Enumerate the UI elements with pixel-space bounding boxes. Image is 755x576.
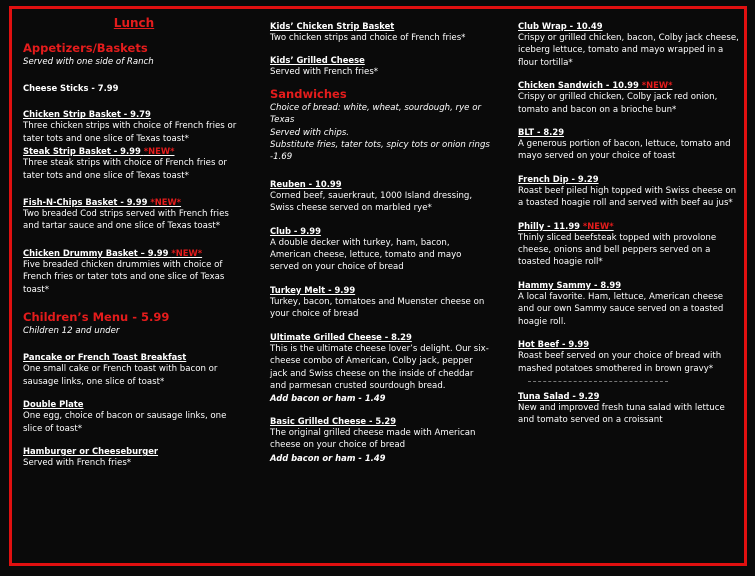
new-badge: *NEW* — [150, 197, 182, 208]
menu-item — [23, 351, 245, 388]
menu-column-2 — [270, 16, 492, 464]
item-desc: Two breaded Cod strips served with French fries and tartar sauce and one slice of Texas toast* — [23, 209, 229, 232]
sandwiches-note-substitute: Substitute fries, tater tots, spicy tots or onion rings -1.69 — [270, 140, 490, 163]
item-desc: A generous portion of bacon, lettuce, tomato and mayo served on your choice of toast — [518, 139, 731, 162]
item-name: Hamburger or Cheeseburger — [23, 446, 159, 457]
new-badge: *NEW* — [143, 146, 175, 157]
item-name — [23, 247, 245, 259]
item-desc: Two chicken strips and choice of French fries* — [270, 33, 466, 43]
item-name — [23, 145, 245, 157]
item-name: Reuben - 10.99 — [270, 178, 342, 189]
menu-item — [518, 20, 740, 69]
menu-item — [270, 178, 492, 215]
item-name: Tuna Salad - 9.29 — [518, 390, 600, 401]
new-badge: *NEW* — [171, 247, 203, 258]
item-name-text: Steak Strip Basket - 9.99 — [23, 146, 141, 157]
item-desc: Crispy or grilled chicken, Colby jack red onion, tomato and bacon on a brioche bun* — [518, 92, 718, 115]
sandwiches-note-bread: Choice of bread: white, wheat, sourdough, rye or Texas — [270, 102, 481, 126]
item-desc: Thinly sliced beefsteak topped with provolone cheese, onions and bell peppers served on a toasted hoagie roll* — [518, 232, 717, 268]
item-name: Ultimate Grilled Cheese - 8.29 — [270, 331, 412, 342]
item-desc: Served with French fries* — [270, 67, 379, 78]
item-name: BLT - 8.29 — [518, 127, 565, 138]
item-name — [23, 196, 245, 208]
item-name: Hammy Sammy - 8.99 — [518, 279, 622, 290]
item-desc: Corned beef, sauerkraut, 1000 Island dressing, Swiss cheese served on marbled rye* — [270, 190, 473, 214]
appetizers-title: Appetizers/Baskets — [23, 41, 148, 55]
menu-item — [518, 126, 740, 163]
menu-item — [270, 331, 492, 405]
new-badge: *NEW* — [582, 220, 614, 231]
item-desc: Five breaded chicken drummies with choice of French fries or tater tots and one slice of Texas toast* — [23, 259, 225, 295]
item-desc: Three steak strips with choice of French fries or tater tots and one slice of Texas toast* — [23, 158, 227, 181]
item-addon: Add bacon or ham - 1.49 — [270, 393, 386, 404]
item-desc: This is the ultimate cheese lover’s delight. Our six-cheese combo of American, Colby jack, pepper jack and Swiss cheese on the inside of cheddar and parmesan crusted sourdough bread. — [270, 343, 489, 391]
menu-item — [518, 279, 740, 328]
menu-item — [270, 225, 492, 274]
menu-item — [23, 247, 245, 296]
appetizers-note: Served with one side of Ranch — [23, 57, 154, 67]
item-name — [518, 220, 740, 232]
item-name: Club Wrap - 10.49 — [518, 21, 603, 31]
item-desc: Roast beef piled high topped with Swiss cheese on a toasted hoagie roll and served with beef au jus* — [518, 185, 737, 209]
dashed-divider — [528, 381, 668, 382]
menu-item — [518, 79, 740, 116]
item-desc: Turkey, bacon, tomatoes and Muenster cheese on your choice of bread — [270, 296, 485, 320]
item-name — [518, 79, 740, 91]
sandwiches-note-chips: Served with chips. — [270, 127, 350, 138]
menu-item — [518, 220, 740, 269]
item-desc: One small cake or French toast with bacon or sausage links, one slice of toast* — [23, 364, 218, 387]
item-desc: A local favorite. Ham, lettuce, American cheese and our own Sammy sauce served on a toasted hoagie roll. — [518, 291, 724, 327]
item-name-text: Chicken Drummy Basket – 9.99 — [23, 247, 169, 258]
item-name: Cheese Sticks - 7.99 — [23, 83, 119, 94]
item-desc: Crispy or grilled chicken, bacon, Colby jack cheese, iceberg lettuce, tomato and mayo wrapped in a flour tortilla* — [518, 33, 739, 68]
menu-item — [23, 196, 245, 233]
item-name: Chicken Strip Basket - 9.79 — [23, 109, 151, 120]
item-name-text: Philly - 11.99 — [518, 220, 580, 231]
item-desc: New and improved fresh tuna salad with lettuce and tomato served on a croissant — [518, 402, 725, 426]
item-name: Hot Beef - 9.99 — [518, 339, 590, 350]
item-desc: The original grilled cheese made with American cheese on your choice of bread — [270, 427, 476, 451]
menu-item — [270, 20, 492, 44]
menu-item — [23, 398, 245, 435]
item-name: Kids’ Chicken Strip Basket — [270, 21, 395, 31]
item-name-text: Chicken Sandwich - 10.99 — [518, 80, 639, 91]
item-desc: A double decker with turkey, ham, bacon, American cheese, lettuce, tomato and mayo served on your choice of bread — [270, 237, 462, 273]
menu-item — [518, 173, 740, 210]
item-name: Pancake or French Toast Breakfast — [23, 352, 187, 363]
childrens-menu-note: Children 12 and under — [23, 326, 120, 337]
new-badge: *NEW* — [641, 80, 673, 91]
item-name: Double Plate — [23, 399, 84, 410]
item-desc: Three chicken strips with choice of French fries or tater tots and one slice of Texas toast* — [23, 121, 237, 144]
item-name: French Dip - 9.29 — [518, 173, 599, 184]
menu-item — [518, 338, 740, 375]
menu-item — [518, 390, 740, 427]
item-name: Club - 9.99 — [270, 225, 321, 236]
item-desc: One egg, choice of bacon or sausage links, one slice of toast* — [23, 411, 227, 434]
sandwiches-title: Sandwiches — [270, 86, 347, 101]
item-name: Kids’ Grilled Cheese — [270, 55, 365, 66]
childrens-menu-title: Children’s Menu - 5.99 — [23, 310, 170, 325]
item-name: Turkey Melt - 9.99 — [270, 284, 356, 295]
menu-item — [23, 82, 245, 94]
item-desc: Roast beef served on your choice of bread with mashed potatoes smothered in brown gravy* — [518, 351, 722, 374]
menu-item — [23, 445, 245, 469]
menu-column-3 — [518, 16, 740, 427]
menu-item — [23, 145, 245, 182]
item-name-text: Fish-N-Chips Basket - 9.99 — [23, 197, 148, 208]
menu-column-1 — [23, 16, 245, 470]
item-desc: Served with French fries* — [23, 458, 132, 469]
menu-item — [270, 54, 492, 78]
menu-item — [23, 108, 245, 145]
item-name: Basic Grilled Cheese - 5.29 — [270, 415, 397, 426]
menu-item — [270, 415, 492, 464]
lunch-title: Lunch — [113, 16, 155, 30]
item-addon: Add bacon or ham - 1.49 — [270, 452, 386, 463]
menu-item — [270, 284, 492, 321]
